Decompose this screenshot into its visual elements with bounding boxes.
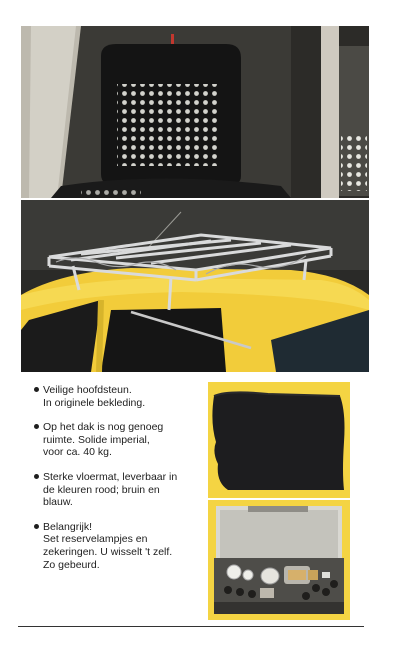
bullet-line: Veilige hoofdsteun. xyxy=(43,384,132,396)
feature-spare-kit xyxy=(34,521,206,571)
feature-roof-rack xyxy=(34,421,206,459)
bullet-line: voor ca. 40 kg. xyxy=(43,446,112,459)
footer-rule xyxy=(18,626,364,627)
feature-floor-mat xyxy=(34,471,206,509)
bullet-line: ruimte. Solide imperial, xyxy=(43,433,150,446)
feature-list xyxy=(34,384,206,583)
roof-rack-illustration xyxy=(21,200,369,372)
feature-headrest xyxy=(34,384,206,409)
spare-bulb-kit-photo xyxy=(208,500,350,620)
floor-mat-photo xyxy=(208,382,350,498)
bullet-line: Op het dak is nog genoeg xyxy=(43,421,164,434)
bullet-line: Zo gebeurd. xyxy=(43,558,100,571)
bullet-line: de kleuren rood; bruin en xyxy=(43,483,160,496)
floor-mat-illustration xyxy=(208,382,350,498)
bullet-line: Set reservelampjes en xyxy=(43,533,148,546)
spare-bulb-kit-illustration xyxy=(208,500,350,620)
bullet-line: In originele bekleding. xyxy=(43,396,146,409)
headrest-photo xyxy=(21,26,369,198)
bullet-line: zekeringen. U wisselt 't zelf. xyxy=(43,545,173,558)
bullet-dot xyxy=(34,524,39,529)
bullet-line: blauw. xyxy=(43,496,73,509)
bullet-dot xyxy=(34,424,39,429)
roof-rack-photo xyxy=(21,200,369,372)
bullet-dot xyxy=(34,474,39,479)
bullet-line: Belangrijk! xyxy=(43,520,93,533)
bullet-line: Sterke vloermat, leverbaar in xyxy=(43,470,178,483)
bullet-dot xyxy=(34,387,39,392)
headrest-illustration xyxy=(21,26,369,198)
